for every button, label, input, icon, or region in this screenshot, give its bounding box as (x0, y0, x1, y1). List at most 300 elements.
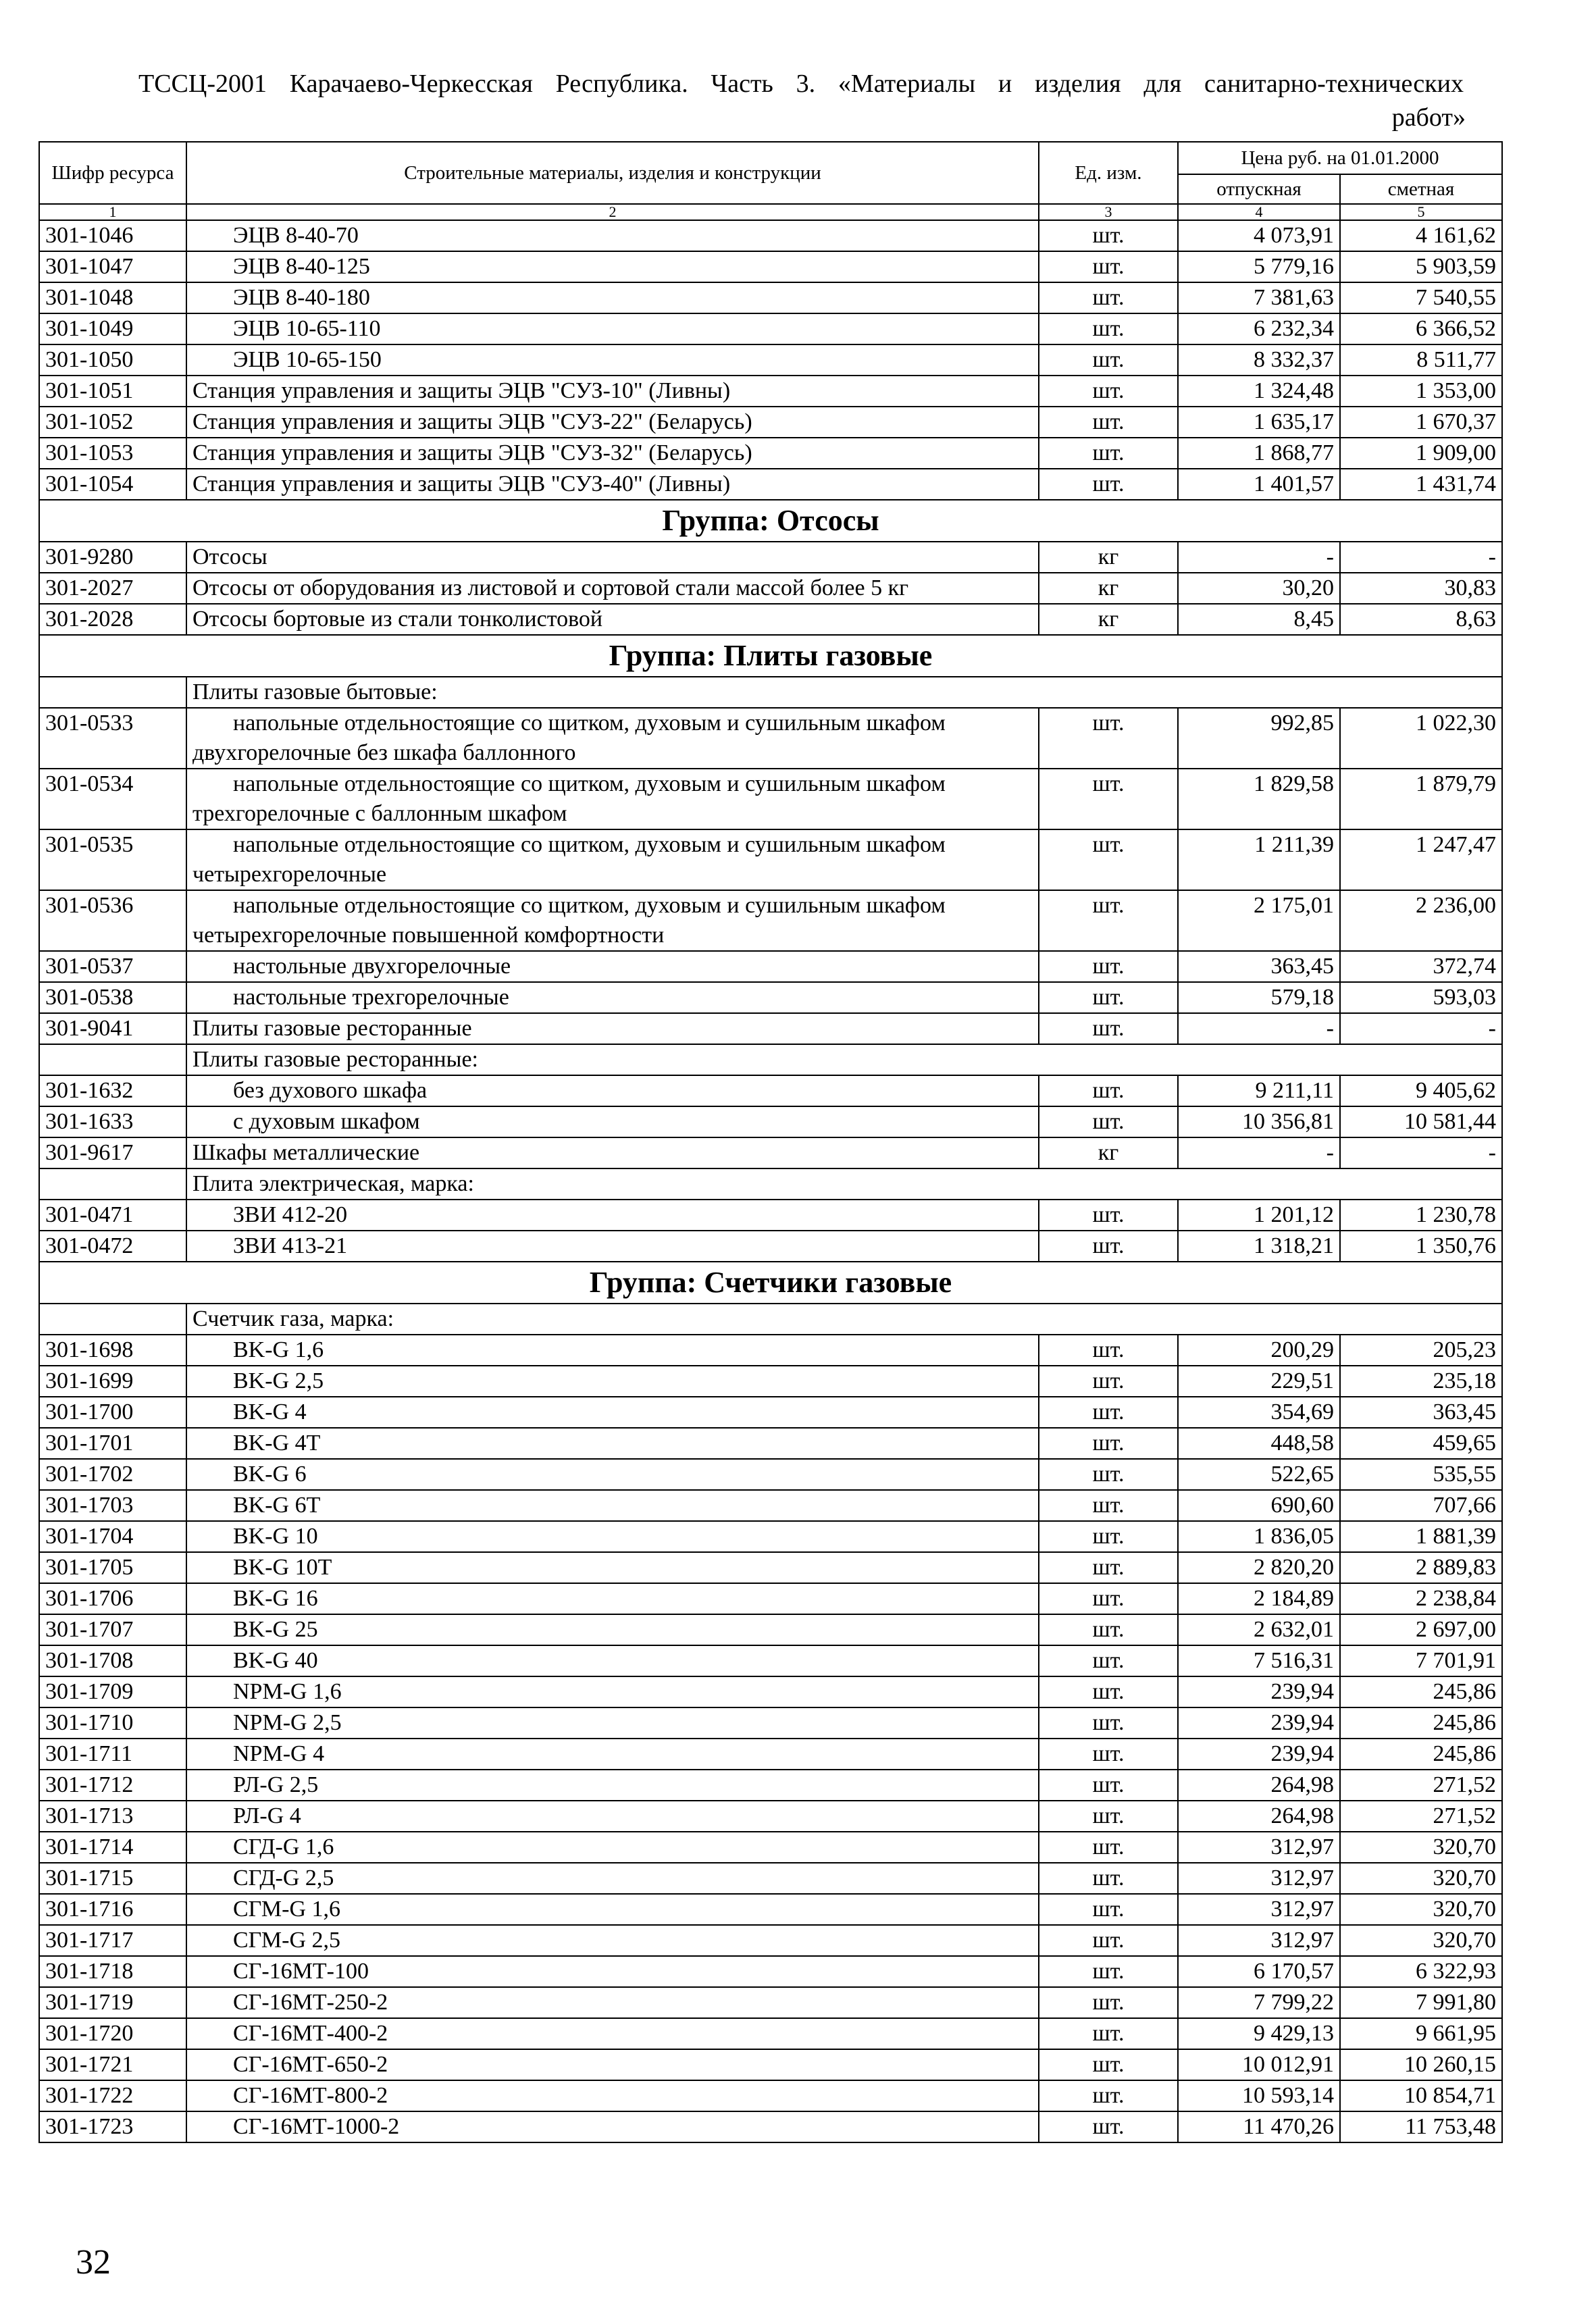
material-name (186, 542, 1039, 573)
empty-code-cell (39, 1168, 186, 1200)
estimate-price: 593,03 (1340, 982, 1502, 1013)
table-row (39, 1521, 1502, 1552)
release-price: 354,69 (1178, 1397, 1340, 1428)
material-name-continuation: трехгорелочные с баллонным шкафом (192, 801, 567, 826)
estimate-price: 7 991,80 (1340, 1987, 1502, 2018)
material-name-line: ЗВИ 412-20 (233, 1202, 348, 1227)
release-price: 10 593,14 (1178, 2080, 1340, 2111)
material-name (186, 951, 1039, 982)
material-name-line: напольные отдельностоящие со щитком, духовым и сушильным шкафом (233, 893, 946, 918)
material-name-line: СГ-16МТ-400-2 (233, 2021, 388, 2046)
material-name (186, 1925, 1039, 1956)
unit: шт. (1039, 1987, 1178, 2018)
material-name (186, 1863, 1039, 1894)
material-name (186, 407, 1039, 438)
release-price: 5 779,16 (1178, 251, 1340, 282)
table-row (39, 376, 1502, 407)
material-name (186, 2111, 1039, 2142)
estimate-price: 235,18 (1340, 1366, 1502, 1397)
material-name (186, 1739, 1039, 1770)
material-name-line: BK-G 4T (233, 1431, 321, 1456)
material-name (186, 1366, 1039, 1397)
release-price: 4 073,91 (1178, 220, 1340, 251)
material-name-line: Станция управления и защиты ЭЦВ "СУЗ-32" (Беларусь) (192, 440, 752, 465)
resource-code: 301-1701 (39, 1428, 186, 1459)
release-price: 2 175,01 (1178, 890, 1340, 951)
estimate-price: 320,70 (1340, 1863, 1502, 1894)
unit: шт. (1039, 829, 1178, 890)
unit: шт. (1039, 1707, 1178, 1739)
estimate-price: 30,83 (1340, 573, 1502, 604)
unit: шт. (1039, 708, 1178, 769)
release-price: 6 170,57 (1178, 1956, 1340, 1987)
unit: шт. (1039, 2080, 1178, 2111)
header-price: Цена руб. на 01.01.2000 (1178, 142, 1502, 174)
resource-code: 301-0535 (39, 829, 186, 890)
material-name (186, 1335, 1039, 1366)
table-row (39, 1490, 1502, 1521)
release-price: 1 635,17 (1178, 407, 1340, 438)
table-row (39, 1707, 1502, 1739)
resource-code: 301-0533 (39, 708, 186, 769)
release-price: 1 401,57 (1178, 469, 1340, 500)
unit: шт. (1039, 1832, 1178, 1863)
material-name-line: настольные двухгорелочные (233, 954, 511, 979)
table-row (39, 469, 1502, 500)
material-name-line: BK-G 6 (233, 1462, 307, 1487)
estimate-price: 271,52 (1340, 1770, 1502, 1801)
table-row (39, 573, 1502, 604)
estimate-price: 320,70 (1340, 1894, 1502, 1925)
unit: шт. (1039, 1200, 1178, 1231)
table-row (39, 1770, 1502, 1801)
header-code: Шифр ресурса (39, 142, 186, 204)
release-price: 1 201,12 (1178, 1200, 1340, 1231)
table-row (39, 1137, 1502, 1168)
resource-code: 301-1054 (39, 469, 186, 500)
estimate-price: 271,52 (1340, 1801, 1502, 1832)
release-price: 8,45 (1178, 604, 1340, 635)
material-name-line: Станция управления и защиты ЭЦВ "СУЗ-22" (Беларусь) (192, 409, 752, 434)
estimate-price: 1 353,00 (1340, 376, 1502, 407)
table-row (39, 1075, 1502, 1106)
empty-code-cell (39, 677, 186, 708)
material-name (186, 1583, 1039, 1614)
resource-code: 301-1709 (39, 1676, 186, 1707)
material-name-line: Отсосы (192, 544, 267, 569)
release-price: 363,45 (1178, 951, 1340, 982)
material-name (186, 1137, 1039, 1168)
table-row (39, 1739, 1502, 1770)
estimate-price: 10 260,15 (1340, 2049, 1502, 2080)
material-name-line: СГД-G 1,6 (233, 1834, 334, 1859)
table-row (39, 2049, 1502, 2080)
resource-code: 301-1047 (39, 251, 186, 282)
resource-code: 301-1717 (39, 1925, 186, 1956)
estimate-price: 1 670,37 (1340, 407, 1502, 438)
material-name-line: ЭЦВ 10-65-110 (233, 316, 381, 341)
release-price: 9 211,11 (1178, 1075, 1340, 1106)
material-name-line: Плиты газовые ресторанные (192, 1016, 472, 1041)
unit: шт. (1039, 313, 1178, 344)
resource-code: 301-1716 (39, 1894, 186, 1925)
resource-code: 301-1713 (39, 1801, 186, 1832)
release-price: 2 632,01 (1178, 1614, 1340, 1645)
material-name-line: СГ-16МТ-800-2 (233, 2083, 388, 2108)
material-name-line: напольные отдельностоящие со щитком, духовым и сушильным шкафом (233, 771, 946, 796)
unit: шт. (1039, 469, 1178, 500)
unit: шт. (1039, 1106, 1178, 1137)
release-price: 30,20 (1178, 573, 1340, 604)
unit: кг (1039, 1137, 1178, 1168)
table-row (39, 313, 1502, 344)
unit: кг (1039, 573, 1178, 604)
material-name-line: СГ-16МТ-650-2 (233, 2052, 388, 2077)
unit: шт. (1039, 1863, 1178, 1894)
column-number: 4 (1178, 204, 1340, 220)
material-name-line: ЭЦВ 8-40-180 (233, 285, 370, 310)
table-body (39, 220, 1502, 2142)
material-name (186, 1770, 1039, 1801)
estimate-price: 8,63 (1340, 604, 1502, 635)
material-name-continuation: четырехгорелочные повышенной комфортности (192, 923, 665, 948)
unit: шт. (1039, 220, 1178, 251)
estimate-price: 7 701,91 (1340, 1645, 1502, 1676)
table-row (39, 344, 1502, 376)
price-table (38, 141, 1503, 2143)
table-row (39, 890, 1502, 951)
unit: кг (1039, 542, 1178, 573)
table-row (39, 982, 1502, 1013)
resource-code: 301-1632 (39, 1075, 186, 1106)
release-price: 7 799,22 (1178, 1987, 1340, 2018)
material-name (186, 1459, 1039, 1490)
unit: шт. (1039, 951, 1178, 982)
resource-code: 301-0534 (39, 769, 186, 829)
material-name (186, 982, 1039, 1013)
unit: шт. (1039, 2049, 1178, 2080)
empty-code-cell (39, 1304, 186, 1335)
material-name-line: BK-G 10T (233, 1555, 332, 1580)
table-row (39, 2111, 1502, 2142)
group-heading: Группа: Отсосы (39, 500, 1502, 542)
unit: шт. (1039, 1894, 1178, 1925)
subgroup-heading: Плиты газовые ресторанные: (186, 1044, 1502, 1075)
release-price: 312,97 (1178, 1925, 1340, 1956)
table-row (39, 282, 1502, 313)
unit: шт. (1039, 890, 1178, 951)
release-price: 448,58 (1178, 1428, 1340, 1459)
material-name (186, 2049, 1039, 2080)
estimate-price: 320,70 (1340, 1925, 1502, 1956)
release-price: 690,60 (1178, 1490, 1340, 1521)
resource-code: 301-9617 (39, 1137, 186, 1168)
estimate-price: 6 366,52 (1340, 313, 1502, 344)
unit: шт. (1039, 407, 1178, 438)
subgroup-heading: Плиты газовые бытовые: (186, 677, 1502, 708)
material-name (186, 1956, 1039, 1987)
resource-code: 301-1703 (39, 1490, 186, 1521)
material-name (186, 1490, 1039, 1521)
resource-code: 301-0536 (39, 890, 186, 951)
material-name (186, 1707, 1039, 1739)
estimate-price: 1 431,74 (1340, 469, 1502, 500)
unit: шт. (1039, 1335, 1178, 1366)
page-number: 32 (76, 2243, 111, 2282)
estimate-price: 10 854,71 (1340, 2080, 1502, 2111)
resource-code: 301-9041 (39, 1013, 186, 1044)
empty-code-cell (39, 1044, 186, 1075)
resource-code: 301-1723 (39, 2111, 186, 2142)
material-name-line: ЭЦВ 10-65-150 (233, 347, 382, 372)
material-name (186, 1894, 1039, 1925)
estimate-price: 10 581,44 (1340, 1106, 1502, 1137)
table-row (39, 951, 1502, 982)
table-header-row (39, 142, 1502, 174)
group-heading: Группа: Счетчики газовые (39, 1262, 1502, 1304)
material-name-line: СГ-16МТ-1000-2 (233, 2114, 400, 2139)
unit: шт. (1039, 282, 1178, 313)
material-name-line: ЗВИ 413-21 (233, 1233, 348, 1258)
resource-code: 301-1048 (39, 282, 186, 313)
table-row (39, 1801, 1502, 1832)
estimate-price: 2 889,83 (1340, 1552, 1502, 1583)
table-row (39, 1428, 1502, 1459)
unit: шт. (1039, 1801, 1178, 1832)
unit: шт. (1039, 1459, 1178, 1490)
material-name (186, 1428, 1039, 1459)
material-name (186, 344, 1039, 376)
estimate-price: 320,70 (1340, 1832, 1502, 1863)
estimate-price: 2 697,00 (1340, 1614, 1502, 1645)
resource-code: 301-1051 (39, 376, 186, 407)
resource-code: 301-1053 (39, 438, 186, 469)
material-name-line: СГД-G 2,5 (233, 1866, 334, 1891)
resource-code: 301-1711 (39, 1739, 186, 1770)
material-name-continuation: четырехгорелочные (192, 862, 387, 887)
estimate-price: 7 540,55 (1340, 282, 1502, 313)
group-heading-row (39, 500, 1502, 542)
unit: шт. (1039, 1552, 1178, 1583)
unit: шт. (1039, 1645, 1178, 1676)
release-price: 2 820,20 (1178, 1552, 1340, 1583)
material-name-line: ЭЦВ 8-40-70 (233, 223, 359, 248)
resource-code: 301-1633 (39, 1106, 186, 1137)
material-name-line: BK-G 16 (233, 1586, 318, 1611)
estimate-price: - (1340, 1013, 1502, 1044)
resource-code: 301-1704 (39, 1521, 186, 1552)
estimate-price: 9 661,95 (1340, 2018, 1502, 2049)
estimate-price: 8 511,77 (1340, 344, 1502, 376)
material-name (186, 220, 1039, 251)
header-release-price: отпускная (1178, 174, 1340, 204)
material-name-line: BK-G 6T (233, 1493, 321, 1518)
material-name-line: СГ-16МТ-250-2 (233, 1990, 388, 2015)
estimate-price: 1 230,78 (1340, 1200, 1502, 1231)
resource-code: 301-1699 (39, 1366, 186, 1397)
group-heading-row (39, 1262, 1502, 1304)
material-name (186, 1552, 1039, 1583)
unit: шт. (1039, 1490, 1178, 1521)
unit: шт. (1039, 251, 1178, 282)
table-row (39, 1863, 1502, 1894)
estimate-price: 245,86 (1340, 1739, 1502, 1770)
material-name (186, 2018, 1039, 2049)
estimate-price: 1 022,30 (1340, 708, 1502, 769)
resource-code: 301-1714 (39, 1832, 186, 1863)
page-header-continuation: работ» (1391, 103, 1466, 132)
table-row (39, 220, 1502, 251)
resource-code: 301-1712 (39, 1770, 186, 1801)
column-numbers-row (39, 204, 1502, 220)
material-name (186, 438, 1039, 469)
resource-code: 301-1710 (39, 1707, 186, 1739)
release-price: 10 356,81 (1178, 1106, 1340, 1137)
resource-code: 301-2028 (39, 604, 186, 635)
table-row (39, 1459, 1502, 1490)
table-row (39, 1335, 1502, 1366)
material-name (186, 1075, 1039, 1106)
header-name: Строительные материалы, изделия и конструкции (186, 142, 1039, 204)
material-name (186, 282, 1039, 313)
subgroup-heading-row (39, 1168, 1502, 1200)
release-price: 6 232,34 (1178, 313, 1340, 344)
table-row (39, 1552, 1502, 1583)
table-row (39, 2018, 1502, 2049)
material-name-line: BK-G 4 (233, 1399, 307, 1424)
table-row (39, 1614, 1502, 1645)
release-price: 1 324,48 (1178, 376, 1340, 407)
resource-code: 301-1706 (39, 1583, 186, 1614)
release-price: 992,85 (1178, 708, 1340, 769)
table-row (39, 604, 1502, 635)
resource-code: 301-1718 (39, 1956, 186, 1987)
table-row (39, 1106, 1502, 1137)
release-price: 9 429,13 (1178, 2018, 1340, 2049)
release-price: 10 012,91 (1178, 2049, 1340, 2080)
release-price: 11 470,26 (1178, 2111, 1340, 2142)
release-price: 312,97 (1178, 1894, 1340, 1925)
table-row (39, 708, 1502, 769)
group-heading-row (39, 635, 1502, 677)
estimate-price: 6 322,93 (1340, 1956, 1502, 1987)
unit: шт. (1039, 1397, 1178, 1428)
material-name-line: BK-G 1,6 (233, 1337, 324, 1362)
table-row (39, 1925, 1502, 1956)
release-price: - (1178, 1137, 1340, 1168)
material-name-line: ЭЦВ 8-40-125 (233, 254, 370, 279)
resource-code: 301-1721 (39, 2049, 186, 2080)
unit: шт. (1039, 1956, 1178, 1987)
release-price: 229,51 (1178, 1366, 1340, 1397)
material-name-line: Отсосы от оборудования из листовой и сортовой стали массой более 5 кг (192, 575, 909, 600)
unit: шт. (1039, 1231, 1178, 1262)
material-name (186, 251, 1039, 282)
resource-code: 301-1722 (39, 2080, 186, 2111)
release-price: 239,94 (1178, 1707, 1340, 1739)
resource-code: 301-0538 (39, 982, 186, 1013)
subgroup-heading: Плита электрическая, марка: (186, 1168, 1502, 1200)
release-price: 264,98 (1178, 1770, 1340, 1801)
unit: шт. (1039, 1770, 1178, 1801)
material-name (186, 1013, 1039, 1044)
release-price: 200,29 (1178, 1335, 1340, 1366)
release-price: - (1178, 1013, 1340, 1044)
table-row (39, 1645, 1502, 1676)
resource-code: 301-1705 (39, 1552, 186, 1583)
unit: шт. (1039, 1583, 1178, 1614)
unit: шт. (1039, 1925, 1178, 1956)
resource-code: 301-1050 (39, 344, 186, 376)
subgroup-heading-row (39, 1304, 1502, 1335)
release-price: 1 318,21 (1178, 1231, 1340, 1262)
estimate-price: 11 753,48 (1340, 2111, 1502, 2142)
material-name-line: Станция управления и защиты ЭЦВ "СУЗ-10" (Ливны) (192, 378, 731, 403)
estimate-price: 707,66 (1340, 1490, 1502, 1521)
estimate-price: 205,23 (1340, 1335, 1502, 1366)
release-price: 8 332,37 (1178, 344, 1340, 376)
material-name-line: настольные трехгорелочные (233, 985, 509, 1010)
estimate-price: 372,74 (1340, 951, 1502, 982)
estimate-price: 1 881,39 (1340, 1521, 1502, 1552)
header-estimate-price: сметная (1340, 174, 1502, 204)
release-price: 1 829,58 (1178, 769, 1340, 829)
table-row (39, 1894, 1502, 1925)
estimate-price: - (1340, 542, 1502, 573)
estimate-price: 245,86 (1340, 1707, 1502, 1739)
unit: шт. (1039, 344, 1178, 376)
table-row (39, 1956, 1502, 1987)
material-name (186, 313, 1039, 344)
resource-code: 301-1046 (39, 220, 186, 251)
material-name (186, 769, 1039, 829)
resource-code: 301-0472 (39, 1231, 186, 1262)
resource-code: 301-1707 (39, 1614, 186, 1645)
material-name (186, 1521, 1039, 1552)
material-name (186, 890, 1039, 951)
release-price: 1 868,77 (1178, 438, 1340, 469)
resource-code: 301-1698 (39, 1335, 186, 1366)
material-name (186, 1832, 1039, 1863)
column-number: 1 (39, 204, 186, 220)
material-name (186, 1106, 1039, 1137)
material-name (186, 1676, 1039, 1707)
resource-code: 301-0471 (39, 1200, 186, 1231)
resource-code: 301-2027 (39, 573, 186, 604)
unit: шт. (1039, 1428, 1178, 1459)
table-row (39, 1832, 1502, 1863)
release-price: 2 184,89 (1178, 1583, 1340, 1614)
release-price: 239,94 (1178, 1676, 1340, 1707)
table-row (39, 1676, 1502, 1707)
unit: шт. (1039, 438, 1178, 469)
material-name (186, 708, 1039, 769)
material-name-line: без духового шкафа (233, 1078, 428, 1103)
material-name (186, 1200, 1039, 1231)
material-name (186, 1987, 1039, 2018)
table-row (39, 1231, 1502, 1262)
material-name (186, 1645, 1039, 1676)
column-number: 2 (186, 204, 1039, 220)
material-name (186, 1801, 1039, 1832)
estimate-price: 1 350,76 (1340, 1231, 1502, 1262)
unit: шт. (1039, 982, 1178, 1013)
table-row (39, 1583, 1502, 1614)
unit: шт. (1039, 1521, 1178, 1552)
material-name (186, 1397, 1039, 1428)
resource-code: 301-1052 (39, 407, 186, 438)
estimate-price: 1 247,47 (1340, 829, 1502, 890)
